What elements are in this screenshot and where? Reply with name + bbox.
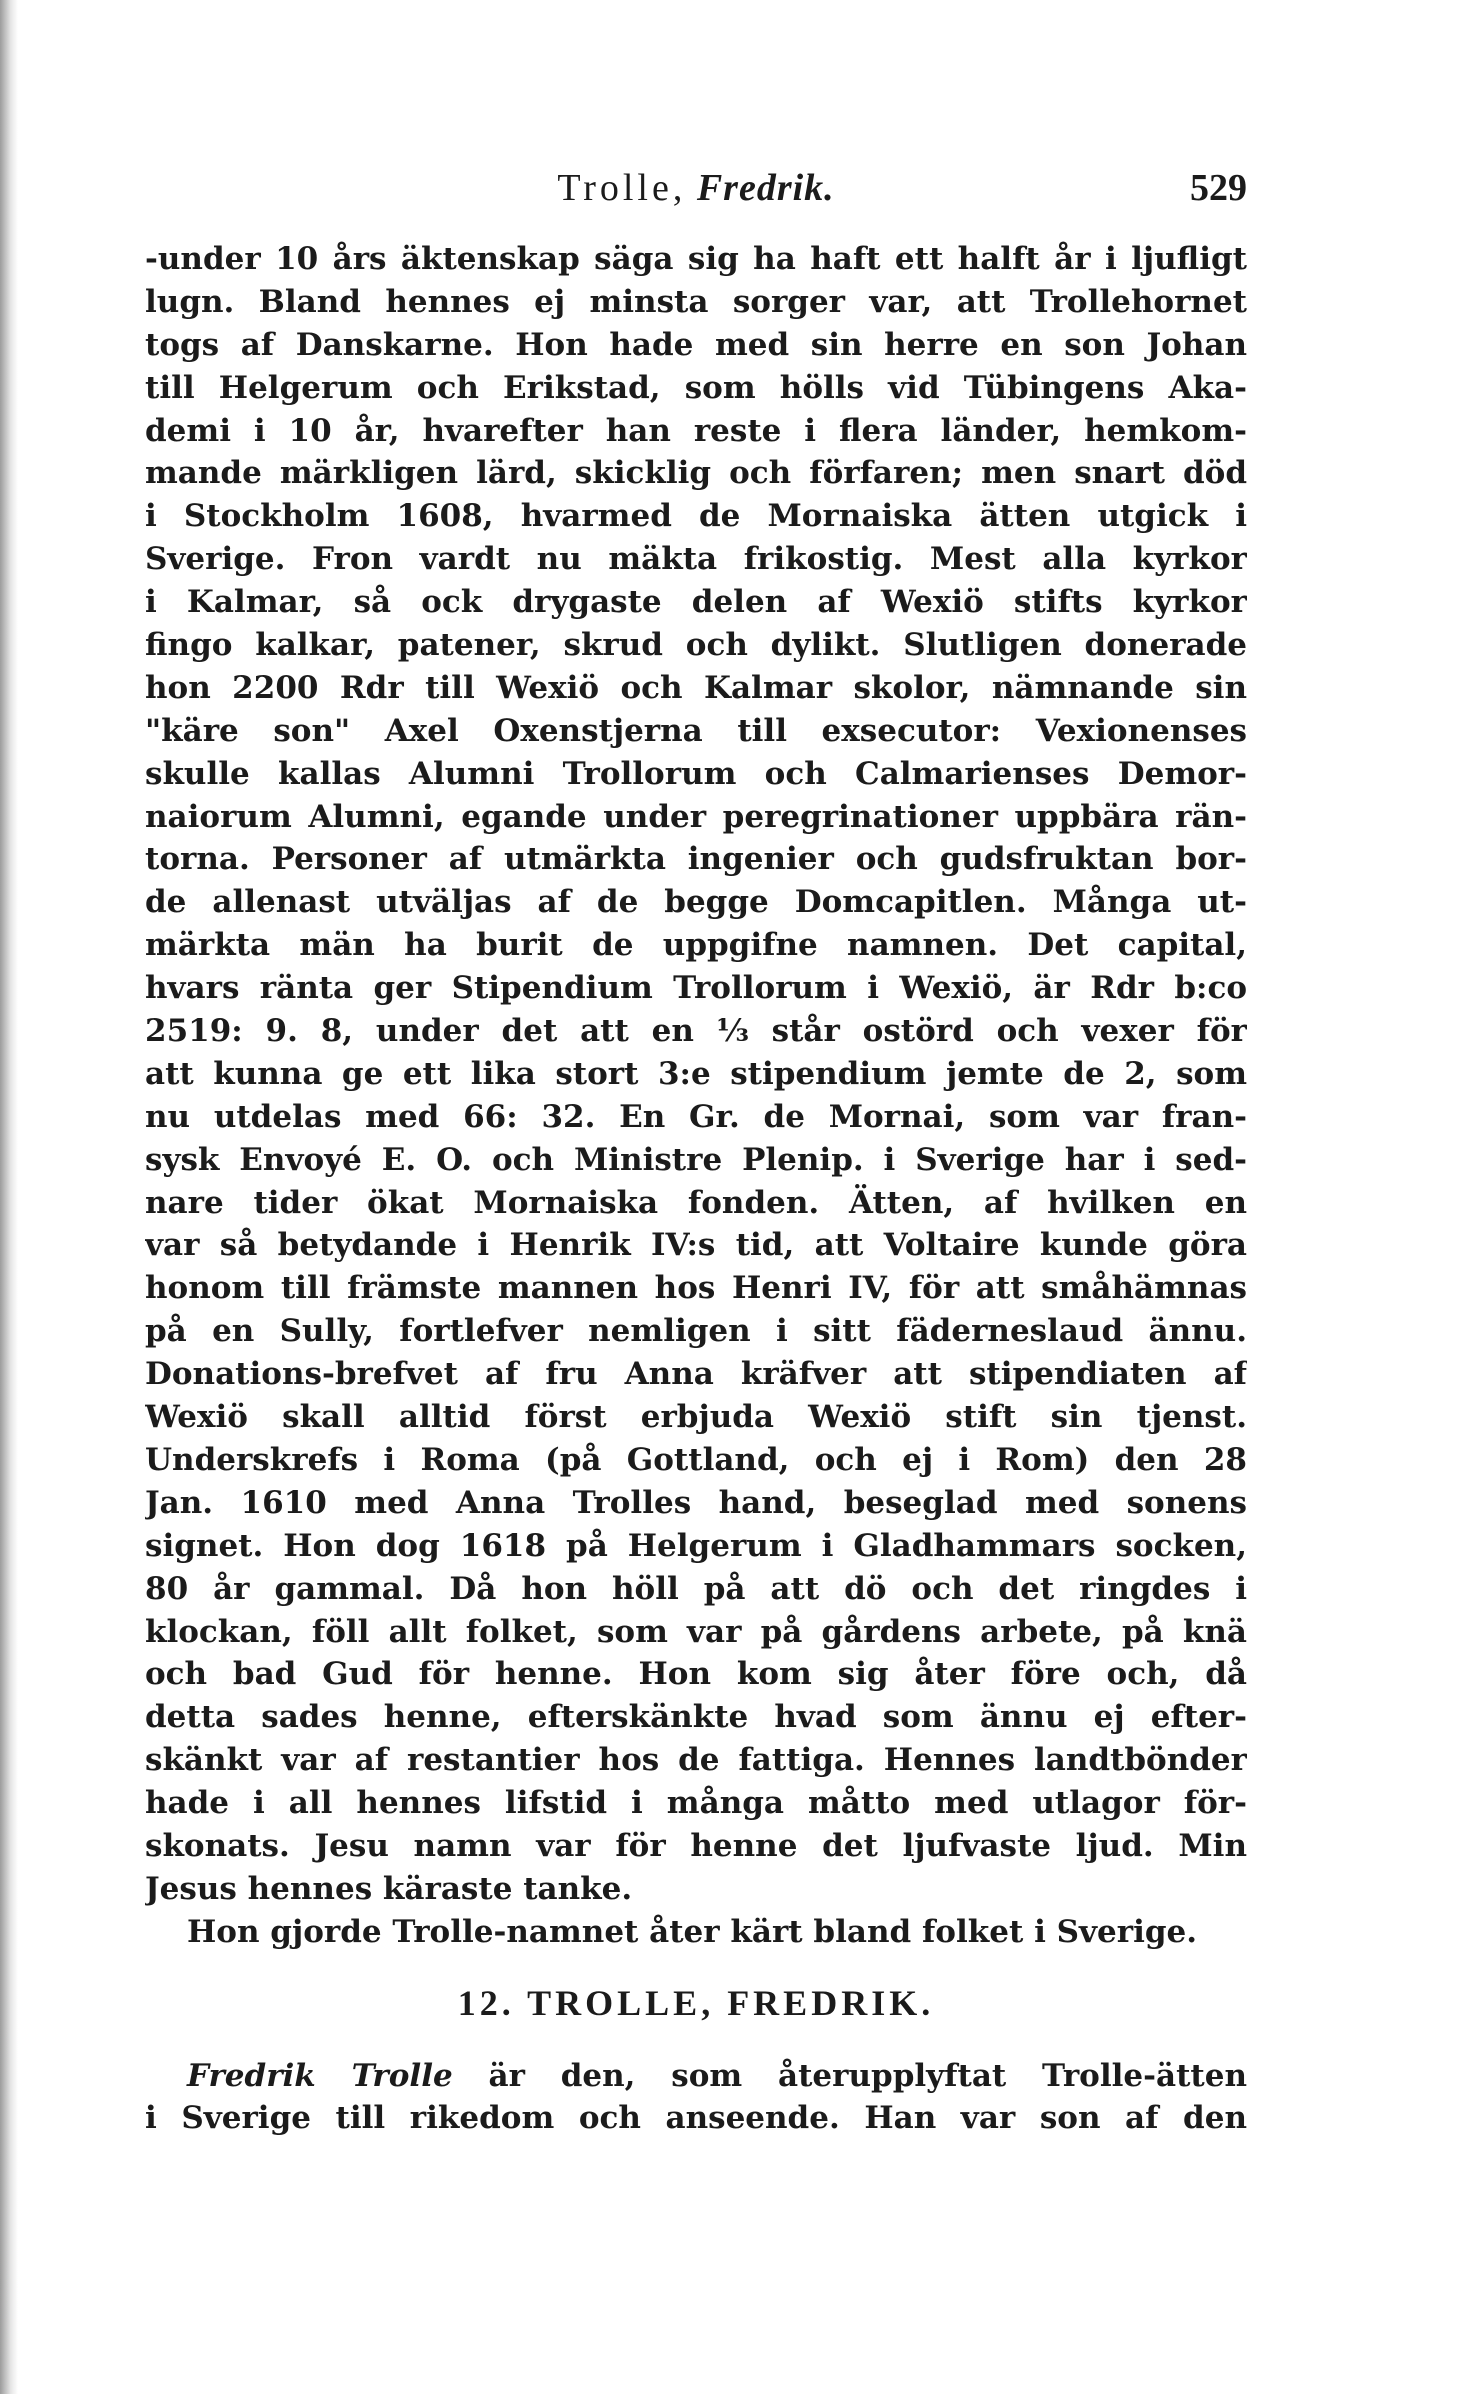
text-line: nu utdelas med 66: 32. En Gr. de Mornai, som var fran-	[145, 1098, 1247, 1135]
text-line: nare tider ökat Mornaiska fonden. Ätten, af hvilken en	[145, 1184, 1247, 1221]
text-line: och bad Gud för henne. Hon kom sig åter före och, då	[145, 1656, 1247, 1693]
page-header	[145, 166, 1247, 212]
text-line: i Stockholm 1608, hvarmed de Mornaiska ätten utgick i	[145, 498, 1247, 535]
text-line: till Helgerum och Erikstad, som hölls vid Tübingens Aka-	[145, 369, 1247, 406]
text-line: 80 år gammal. Då hon höll på att dö och det ringdes i	[145, 1570, 1247, 1607]
text-line: hon 2200 Rdr till Wexiö och Kalmar skolor, nämnande sin	[145, 669, 1247, 706]
text-line: Sverige. Fron vardt nu mäkta frikostig. Mest alla kyrkor	[145, 541, 1247, 578]
running-head-first-name: Fredrik.	[696, 167, 835, 209]
text-line: mande märkligen lärd, skicklig och förfaren; men snart död	[145, 455, 1247, 492]
section-spacer	[145, 1954, 1247, 1982]
body-text	[145, 238, 1247, 2140]
text-line: i Sverige till rikedom och anseende. Han var son af den	[145, 2100, 1247, 2137]
text-line: Wexiö skall alltid först erbjuda Wexiö stift sin tjenst.	[145, 1399, 1247, 1436]
text-line: Jan. 1610 med Anna Trolles hand, beseglad med sonens	[145, 1484, 1247, 1521]
text-line: "käre son" Axel Oxenstjerna till exsecutor: Vexionenses	[145, 712, 1247, 749]
text-line: märkta män ha burit de uppgifne namnen. Det capital,	[145, 927, 1247, 964]
text-line: var så betydande i Henrik IV:s tid, att Voltaire kunde göra	[145, 1227, 1247, 1264]
text-line-paragraph-start: Hon gjorde Trolle-namnet åter kärt bland folket i Sverige.	[187, 1913, 1198, 1950]
lead-line-rest: är den, som återupplyftat Trolle-ätten	[452, 2057, 1247, 2094]
text-line: Underskrefs i Roma (på Gottland, och ej i Rom) den 28	[145, 1441, 1247, 1478]
text-line: naiorum Alumni, egande under peregrinationer uppbära rän-	[145, 798, 1247, 835]
text-line-paragraph-start	[145, 2055, 1247, 2098]
lead-name: Fredrik Trolle	[187, 2057, 453, 2094]
page-number: 529	[1190, 167, 1247, 209]
section-heading: 12. TROLLE, FREDRIK.	[457, 1982, 935, 2023]
text-line: torna. Personer af utmärkta ingenier och gudsfruktan bor-	[145, 841, 1247, 878]
text-line: hvars ränta ger Stipendium Trollorum i Wexiö, är Rdr b:co	[145, 970, 1247, 1007]
text-line: på en Sully, fortlefver nemligen i sitt fäderneslaud ännu.	[145, 1313, 1247, 1350]
text-line: signet. Hon dog 1618 på Helgerum i Gladhammars socken,	[145, 1527, 1247, 1564]
text-line: skänkt var af restantier hos de fattiga. Hennes landtbönder	[145, 1742, 1247, 1779]
text-line: togs af Danskarne. Hon hade med sin herre en son Johan	[145, 326, 1247, 363]
text-line: att kunna ge ett lika stort 3:e stipendium jemte de 2, som	[145, 1055, 1247, 1092]
text-line: fingo kalkar, patener, skrud och dylikt. Slutligen donerade	[145, 627, 1247, 664]
text-line: de allenast utväljas af de begge Domcapitlen. Många ut-	[145, 884, 1247, 921]
running-head	[145, 166, 1247, 210]
text-line: Donations-brefvet af fru Anna kräfver att stipendiaten af	[145, 1356, 1247, 1393]
text-line: 2519: 9. 8, under det att en ⅓ står ostörd och vexer för	[145, 1013, 1247, 1050]
text-line: lugn. Bland hennes ej minsta sorger var, att Trollehornet	[145, 283, 1247, 320]
text-line: klockan, föll allt folket, som var på gårdens arbete, på knä	[145, 1613, 1247, 1650]
text-line: -under 10 års äktenskap säga sig ha haft ett halft år i ljufligt	[145, 241, 1247, 277]
text-line: i Kalmar, så ock drygaste delen af Wexiö stifts kyrkor	[145, 584, 1247, 621]
text-line: skonats. Jesu namn var för henne det ljufvaste ljud. Min	[145, 1827, 1247, 1864]
text-line: hade i all hennes lifstid i många måtto med utlagor för-	[145, 1785, 1247, 1822]
text-line: honom till främste mannen hos Henri IV, för att småhämnas	[145, 1270, 1247, 1307]
text-line: Jesus hennes käraste tanke.	[145, 1870, 633, 1907]
text-line: skulle kallas Alumni Trollorum och Calmarienses Demor-	[145, 755, 1247, 792]
text-line: sysk Envoyé E. O. och Ministre Plenip. i Sverige har i sed-	[145, 1141, 1247, 1178]
text-line: detta sades henne, efterskänkte hvad som ännu ej efter-	[145, 1699, 1247, 1736]
text-line: demi i 10 år, hvarefter han reste i flera länder, hemkom-	[145, 412, 1247, 449]
page-binding-shadow	[0, 0, 18, 2394]
running-head-surname: Trolle,	[557, 167, 687, 209]
